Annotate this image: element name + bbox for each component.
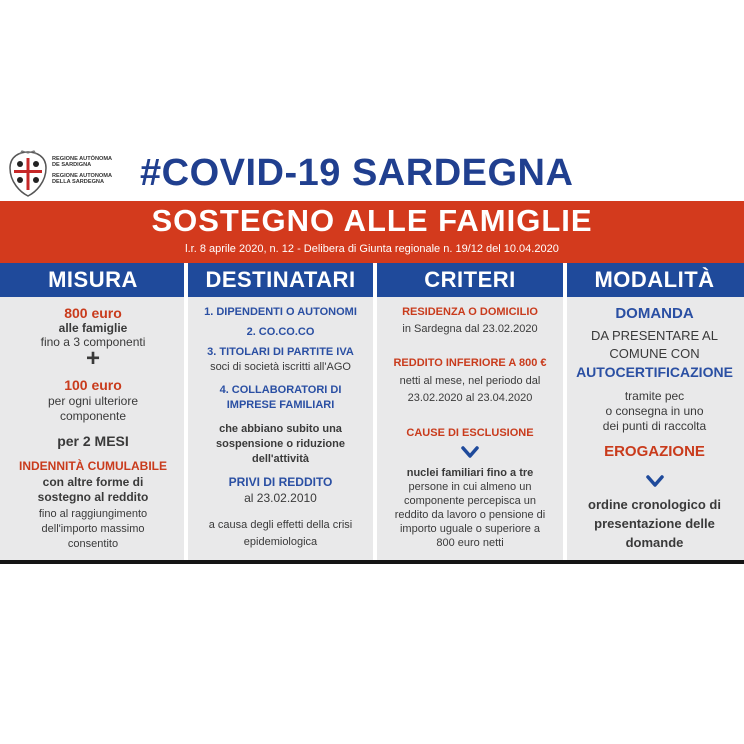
order-desc: ordine cronologico di	[588, 497, 721, 512]
submission-desc: o consegna in uno	[605, 404, 704, 418]
chevron-down-icon	[461, 443, 479, 461]
plus-icon: +	[85, 345, 100, 372]
income-desc: 23.02.2020 al 23.04.2020	[407, 392, 533, 404]
no-income-title: PRIVI DI REDDITO	[228, 475, 333, 489]
exclusion-desc: reddito da lavoro o pensione di	[394, 509, 546, 521]
recipient-item: 1. DIPENDENTI O AUTONOMI	[204, 306, 357, 318]
submission-desc: tramite pec	[624, 389, 685, 403]
order-desc: presentazione delle	[594, 516, 715, 531]
suspension-desc: sospensione o riduzione	[216, 438, 345, 450]
column-criteri	[375, 297, 565, 560]
logo-line: DE SARDIGNA	[52, 162, 92, 169]
amount-800-desc: alle famiglie	[58, 321, 128, 335]
suspension-desc: dell'attività	[251, 453, 310, 465]
no-income-date: al 23.02.2010	[244, 491, 317, 505]
cumulative-title: INDENNITÀ CUMULABILE	[19, 459, 167, 473]
logo-line: DELLA SARDEGNA	[52, 179, 105, 186]
column-divider	[373, 263, 377, 560]
recipient-item-desc: soci di società iscritti all'AGO	[210, 361, 351, 373]
application-desc: DA PRESENTARE AL	[591, 328, 718, 343]
logo-line: REGIONE AUTONOMA	[52, 172, 112, 179]
cumulative-desc: con altre forme di	[42, 475, 144, 489]
cumulative-desc: fino al raggiungimento	[38, 508, 148, 520]
column-divider	[563, 263, 567, 560]
exclusion-title: CAUSE DI ESCLUSIONE	[406, 427, 534, 439]
page-title: #COVID-19 SARDEGNA	[140, 152, 574, 194]
amount-100: 100 euro	[64, 377, 122, 393]
crisis-desc: a causa degli effetti della crisi	[208, 519, 353, 531]
amount-100-desc: per ogni ulteriore	[47, 394, 139, 408]
subtitle: SOSTEGNO ALLE FAMIGLIE	[151, 203, 593, 238]
exclusion-desc: 800 euro netti	[436, 537, 504, 549]
column-misura	[0, 297, 186, 560]
disbursement-title: EROGAZIONE	[604, 443, 705, 460]
law-reference: l.r. 8 aprile 2020, n. 12 - Delibera di Giunta regionale n. 19/12 del 10.04.2020	[185, 243, 559, 255]
column-header-criteri: CRITERI	[375, 263, 565, 297]
recipient-item: IMPRESE FAMILIARI	[226, 399, 335, 411]
cumulative-desc: sostegno al reddito	[37, 490, 149, 504]
application-desc: COMUNE CON	[609, 346, 700, 361]
self-certification: AUTOCERTIFICAZIONE	[576, 364, 733, 380]
residence-desc: in Sardegna dal 23.02.2020	[402, 323, 538, 335]
residence-title: RESIDENZA O DOMICILIO	[402, 306, 538, 318]
logo-line: REGIONE AUTÒNOMA	[52, 156, 113, 162]
exclusion-desc: componente percepisca un	[403, 495, 537, 507]
column-divider	[184, 263, 188, 560]
recipient-item: 4. COLLABORATORI DI	[219, 384, 342, 396]
column-modalita	[565, 297, 744, 560]
column-header-misura: MISURA	[0, 263, 186, 297]
exclusion-desc: importo uguale o superiore a	[399, 523, 541, 535]
amount-800-desc: fino a 3 componenti	[40, 335, 146, 349]
income-desc: netti al mese, nel periodo dal	[399, 375, 541, 387]
order-desc: domande	[625, 535, 684, 550]
bottom-rule	[0, 560, 744, 564]
chevron-down-icon	[646, 472, 664, 490]
duration: per 2 MESI	[57, 433, 129, 449]
exclusion-desc: persone in cui almeno un	[408, 481, 532, 493]
application-title: DOMANDA	[615, 305, 694, 322]
submission-desc: dei punti di raccolta	[602, 419, 707, 433]
cumulative-desc: consentito	[67, 538, 119, 550]
column-header-modalita: MODALITÀ	[565, 263, 744, 297]
recipient-item: 2. CO.CO.CO	[246, 326, 315, 338]
cumulative-desc: dell'importo massimo	[41, 523, 145, 535]
column-header-destinatari: DESTINATARI	[186, 263, 375, 297]
amount-800: 800 euro	[64, 305, 122, 321]
column-destinatari	[186, 297, 375, 560]
region-logo-text	[52, 156, 132, 186]
region-coat-of-arms-icon	[6, 150, 50, 198]
income-title: REDDITO INFERIORE A 800 €	[393, 357, 547, 369]
amount-100-desc: componente	[59, 409, 127, 423]
recipient-item: 3. TITOLARI DI PARTITE IVA	[207, 346, 354, 358]
suspension-desc: che abbiano subito una	[219, 423, 342, 435]
crisis-desc: epidemiologica	[243, 536, 318, 548]
exclusion-desc: nuclei familiari fino a tre	[406, 467, 534, 479]
